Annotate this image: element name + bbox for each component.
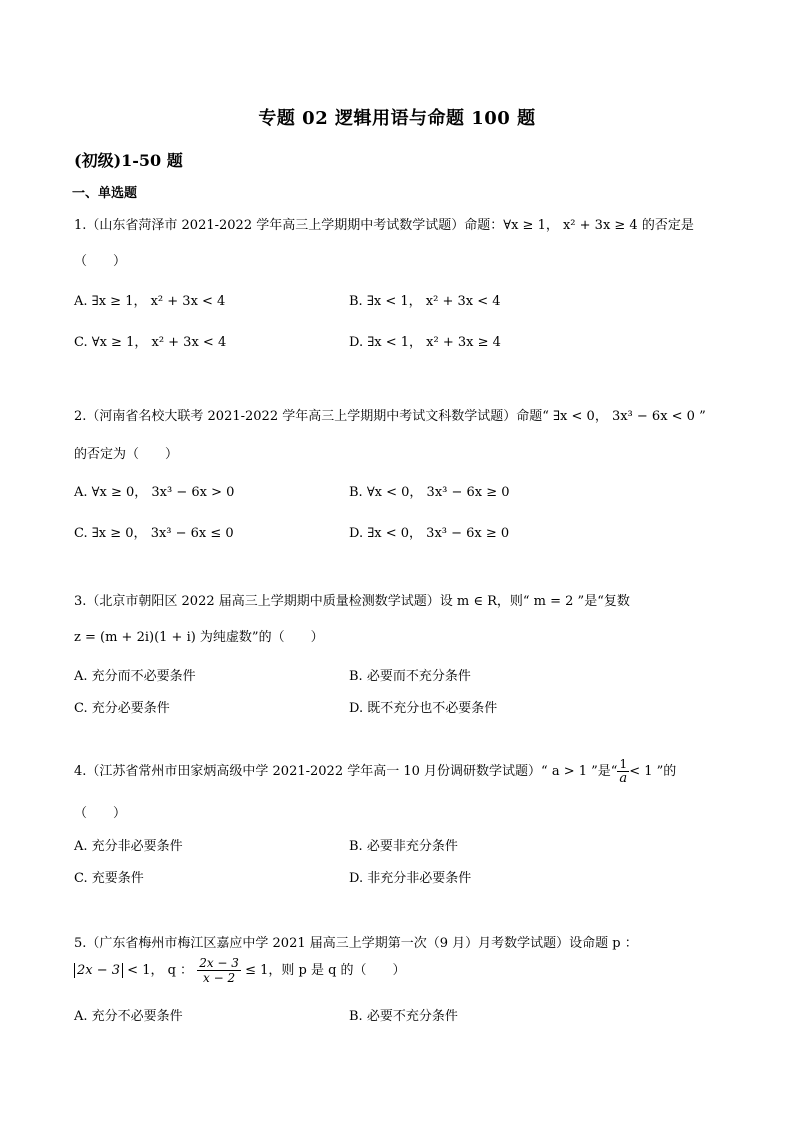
question-3-stem-cont: z = (m + 2i)(1 + i) 为纯虚数”的（ ） — [74, 630, 324, 645]
question-4-stem-part-b: < 1 ”的 — [629, 764, 677, 779]
fraction-numerator: 1 — [617, 757, 629, 772]
question-4-stem — [74, 756, 676, 788]
subtitle: (初级)1-50 题 — [74, 151, 183, 170]
question-5-stem: 5.（广东省梅州市梅江区嘉应中学 2021 届高三上学期第一次（9 月）月考数学试题）设命题 p ： — [74, 936, 638, 951]
question-5-absolute-expression: 2x − 3 — [74, 963, 123, 978]
question-4-option-d: D. 非充分非必要条件 — [349, 871, 472, 886]
question-2-option-d: D. ∃x < 0， 3x³ − 6x ≥ 0 — [349, 526, 510, 541]
question-3-option-c: C. 充分必要条件 — [74, 701, 170, 716]
fraction-denominator: x − 2 — [203, 971, 236, 985]
question-1-option-c: C. ∀x ≥ 1， x² + 3x < 4 — [74, 335, 227, 350]
question-2-option-b: B. ∀x < 0， 3x³ − 6x ≥ 0 — [349, 485, 510, 500]
fraction-denominator: a — [619, 771, 628, 786]
question-1-option-d: D. ∃x < 1， x² + 3x ≥ 4 — [349, 335, 501, 350]
question-5-option-a: A. 充分不必要条件 — [74, 1009, 183, 1024]
question-4-option-a: A. 充分非必要条件 — [74, 839, 183, 854]
question-2-option-a: A. ∀x ≥ 0， 3x³ − 6x > 0 — [74, 485, 235, 500]
question-4-paren: （ ） — [74, 806, 127, 821]
page-title: 专题 02 逻辑用语与命题 100 题 — [258, 108, 536, 129]
section-heading: 一、单选题 — [72, 186, 138, 201]
question-3-option-d: D. 既不充分也不必要条件 — [349, 701, 498, 716]
question-3-option-a: A. 充分而不必要条件 — [74, 669, 196, 684]
question-2-stem-cont: 的否定为（ ） — [74, 447, 179, 462]
question-4-fraction — [617, 757, 629, 786]
question-4-stem-part-a: 4.（江苏省常州市田家炳高级中学 2021-2022 学年高一 10 月份调研数学试题）“ a > 1 ”是“ — [74, 764, 618, 779]
question-2-stem: 2.（河南省名校大联考 2021-2022 学年高三上学期期中考试文科数学试题）命题“ ∃x < 0， 3x³ − 6x < 0 ” — [74, 409, 706, 424]
question-5-option-b: B. 必要不充分条件 — [349, 1009, 458, 1024]
question-5-stem-part-b: ≤ 1，则 p 是 q 的（ ） — [245, 963, 406, 978]
question-5-fraction — [197, 956, 241, 985]
question-1-option-b: B. ∃x < 1， x² + 3x < 4 — [349, 294, 501, 309]
question-1-stem: 1.（山东省菏泽市 2021-2022 学年高三上学期期中考试数学试题）命题：∀x ≥ 1， x² + 3x ≥ 4 的否定是 — [74, 218, 694, 233]
question-3-stem: 3.（北京市朝阳区 2022 届高三上学期期中质量检测数学试题）设 m ∈ R，则“ m = 2 ”是“复数 — [74, 594, 630, 609]
question-5-stem-part-a: < 1， q ： — [127, 963, 194, 978]
question-3-option-b: B. 必要而不充分条件 — [349, 669, 471, 684]
fraction-numerator: 2x − 3 — [199, 956, 239, 970]
question-2-option-c: C. ∃x ≥ 0， 3x³ − 6x ≤ 0 — [74, 526, 234, 541]
question-5-stem-cont — [74, 955, 406, 987]
question-1-option-a: A. ∃x ≥ 1， x² + 3x < 4 — [74, 294, 226, 309]
question-4-option-b: B. 必要非充分条件 — [349, 839, 458, 854]
question-4-option-c: C. 充要条件 — [74, 871, 144, 886]
question-1-paren: （ ） — [74, 254, 127, 269]
